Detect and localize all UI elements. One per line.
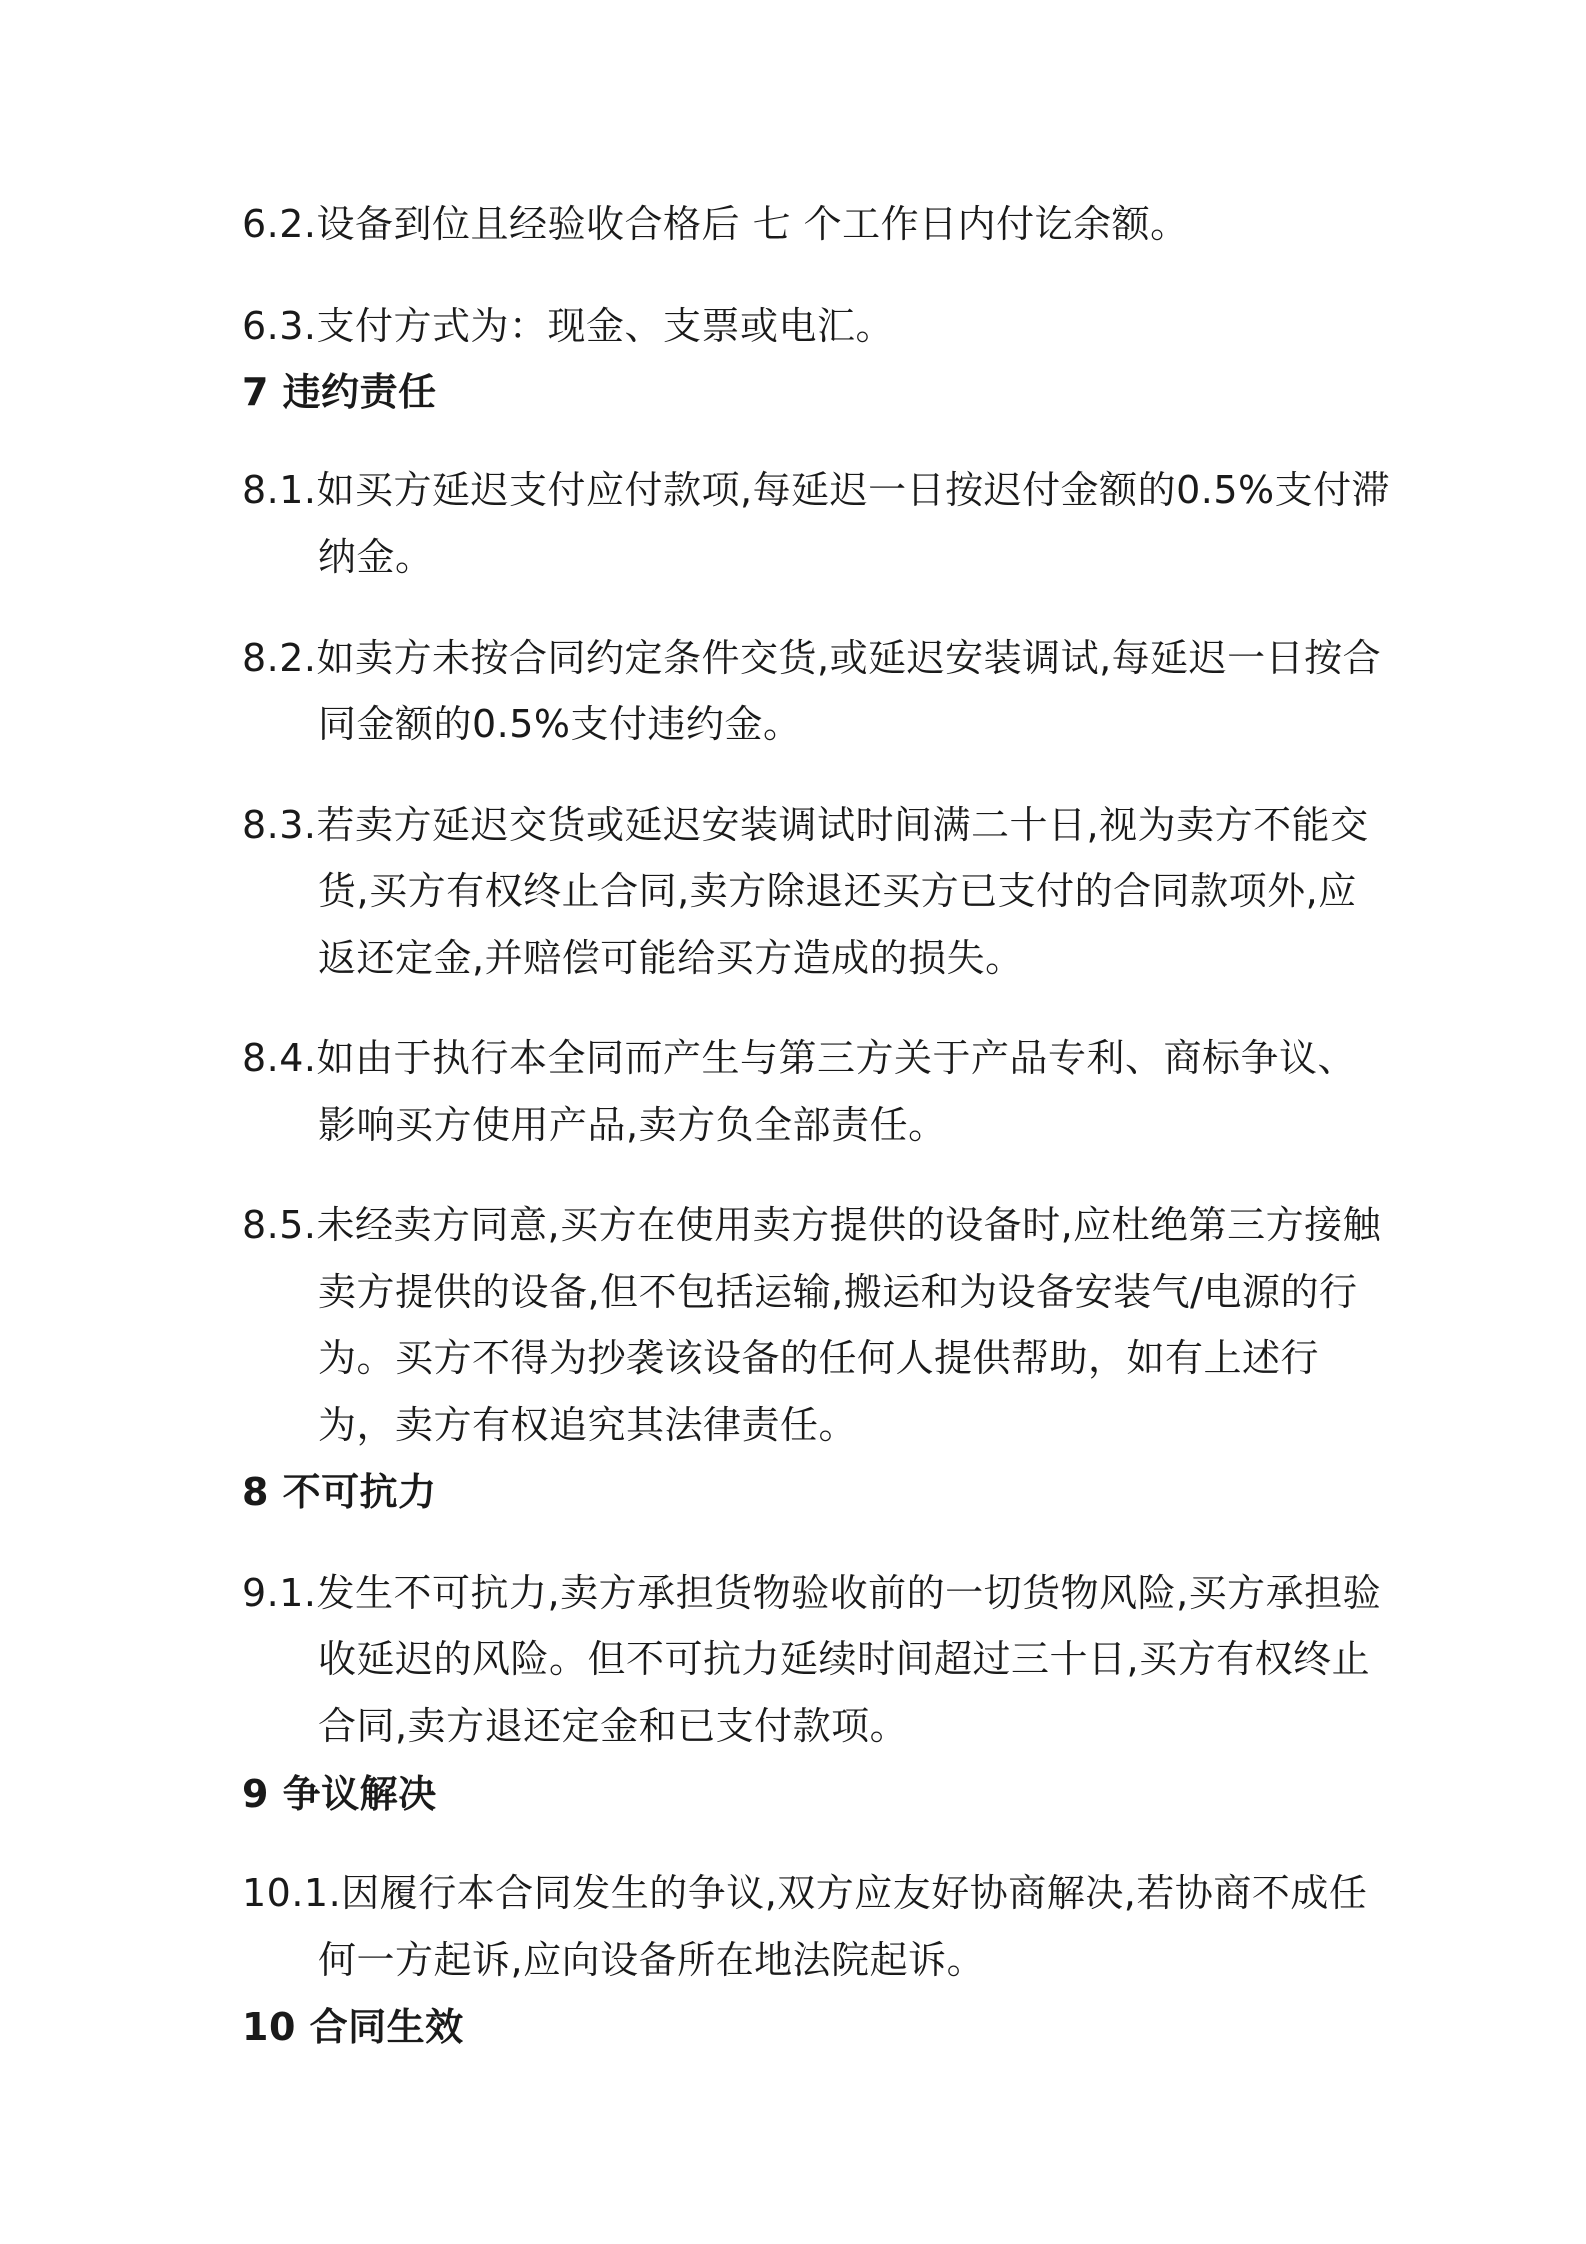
clause-10-1-cont: 何一方起诉,应向设备所在地法院起诉。	[318, 1938, 986, 1982]
clause-9-1: 9.1.发生不可抗力,卖方承担货物验收前的一切货物风险,买方承担验	[242, 1571, 1382, 1615]
clause-8-5-cont-3: 为，卖方有权追究其法律责任。	[318, 1403, 858, 1447]
section-heading-7: 7 违约责任	[242, 370, 437, 414]
clause-9-1-cont-1: 收延迟的风险。但不可抗力延续时间超过三十日,买方有权终止	[318, 1637, 1371, 1681]
clause-6-3: 6.3.支付方式为：现金、支票或电汇。	[242, 304, 895, 348]
clause-8-5: 8.5.未经卖方同意,买方在使用卖方提供的设备时,应杜绝第三方接触	[242, 1203, 1382, 1247]
clause-8-5-cont-2: 为。买方不得为抄袭该设备的任何人提供帮助，如有上述行	[318, 1336, 1320, 1380]
clause-8-3-cont-1: 货,买方有权终止合同,卖方除退还买方已支付的合同款项外,应	[318, 869, 1357, 913]
clause-8-2-cont: 同金额的0.5%支付违约金。	[318, 702, 802, 746]
section-heading-10: 10 合同生效	[242, 2005, 464, 2049]
clause-8-4: 8.4.如由于执行本全同而产生与第三方关于产品专利、商标争议、	[242, 1036, 1357, 1080]
clause-8-5-cont-1: 卖方提供的设备,但不包括运输,搬运和为设备安装气/电源的行	[318, 1270, 1358, 1314]
clause-9-1-cont-2: 合同,卖方退还定金和已支付款项。	[318, 1704, 909, 1748]
clause-8-3: 8.3.若卖方延迟交货或延迟安装调试时间满二十日,视为卖方不能交	[242, 803, 1369, 847]
clause-6-2: 6.2.设备到位且经验收合格后 七 个工作日内付讫余额。	[242, 202, 1189, 246]
clause-8-3-cont-2: 返还定金,并赔偿可能给买方造成的损失。	[318, 936, 1024, 980]
clause-8-4-cont: 影响买方使用产品,卖方负全部责任。	[318, 1103, 947, 1147]
section-heading-9: 9 争议解决	[242, 1772, 437, 1816]
section-heading-8: 8 不可抗力	[242, 1470, 437, 1514]
clause-8-1: 8.1.如买方延迟支付应付款项,每延迟一日按迟付金额的0.5%支付滞	[242, 468, 1391, 512]
clause-10-1: 10.1.因履行本合同发生的争议,双方应友好协商解决,若协商不成任	[242, 1871, 1368, 1915]
clause-8-2: 8.2.如卖方未按合同约定条件交货,或延迟安装调试,每延迟一日按合	[242, 636, 1382, 680]
clause-8-1-cont: 纳金。	[318, 535, 434, 579]
